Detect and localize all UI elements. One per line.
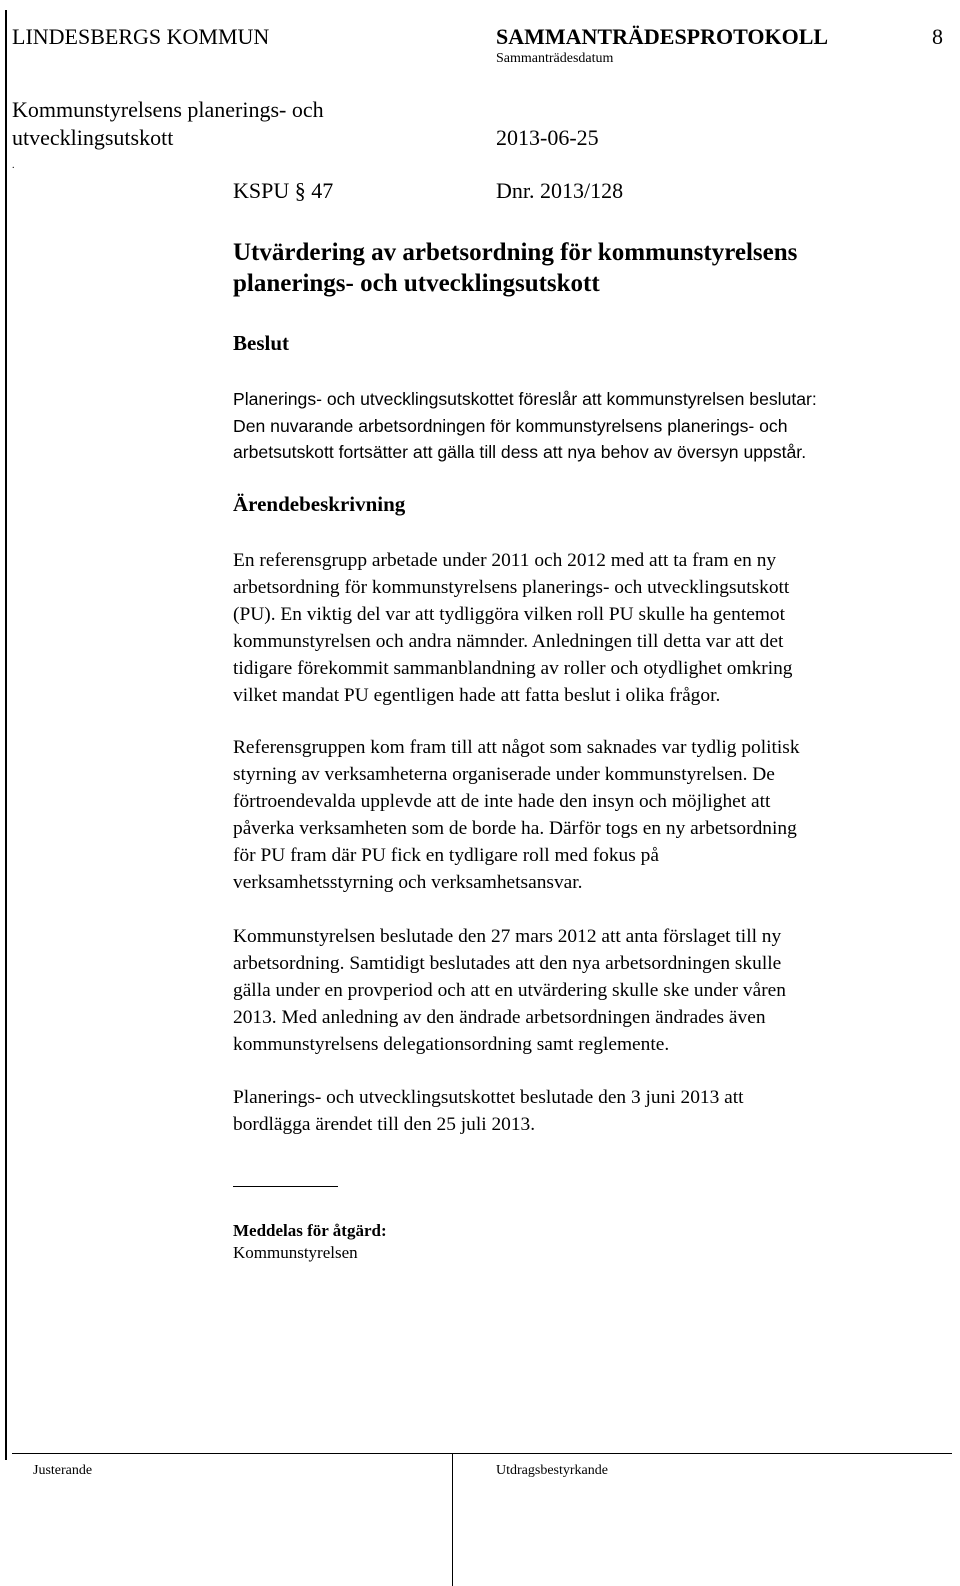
text-line: Den nuvarande arbetsordningen för kommunstyrelsens planerings- och (233, 415, 788, 436)
text-line: arbetsordning. Samtidigt beslutades att den nya arbetsordningen skulle (233, 953, 782, 974)
text-line: 2013. Med anledning av den ändrade arbetsordningen ändrades även (233, 1007, 766, 1028)
paragraph (233, 734, 948, 896)
text-line: Planerings- och utvecklingsutskottet föreslår att kommunstyrelsen beslutar: (233, 389, 817, 409)
text-line: gälla under en provperiod och att en utvärdering skulle ske under våren (233, 980, 786, 1001)
left-margin-rule (5, 10, 7, 1460)
paragraph (233, 923, 948, 1058)
text-line: påverka verksamheten som de borde ha. Därför togs en ny arbetsordning (233, 818, 797, 839)
separator-rule (233, 1186, 338, 1187)
text-line: för PU fram där PU fick en tydligare roll med fokus på (233, 845, 659, 866)
text-line: arbetsutskott fortsätter att gälla till dess att nya behov av översyn uppstår. (233, 442, 807, 462)
footer-divider (452, 1453, 453, 1586)
committee-name-line2: utvecklingsutskott (12, 125, 174, 150)
document-type: SAMMANTRÄDESPROTOKOLL (496, 24, 829, 49)
beslut-heading: Beslut (233, 331, 290, 355)
case-dnr: Dnr. 2013/128 (496, 178, 624, 203)
text-line: verksamhetsstyrning och verksamhetsansvar. (233, 872, 583, 893)
text-line: styrning av verksamheterna organiserade under kommunstyrelsen. De (233, 764, 775, 785)
text-line: arbetsordning för kommunstyrelsens planerings- och utvecklingsutskott (233, 577, 790, 598)
footer-rule (12, 1453, 952, 1454)
text-line: Referensgruppen kom fram till att något som saknades var tydlig politisk (233, 737, 800, 758)
text-line: (PU). En viktig del var att tydliggöra vilken roll PU skulle ha gentemot (233, 604, 785, 625)
text-line: bordlägga ärendet till den 25 juli 2013. (233, 1114, 536, 1135)
text-line: En referensgrupp arbetade under 2011 och 2012 med att ta fram en ny (233, 550, 777, 571)
notification-recipient: Kommunstyrelsen (233, 1243, 358, 1262)
title-line: Utvärdering av arbetsordning för kommunstyrelsens (233, 239, 798, 266)
text-line: vilket mandat PU egentligen hade att fatta beslut i olika frågor. (233, 685, 721, 706)
committee-name-line1: Kommunstyrelsens planerings- och (12, 97, 324, 122)
paragraph (233, 547, 948, 709)
text-line: kommunstyrelsens delegationsordning samt reglemente. (233, 1034, 670, 1055)
text-line: kommunstyrelsen och andra nämnder. Anledningen till detta var att det (233, 631, 784, 652)
date-label: Sammanträdesdatum (496, 51, 614, 66)
notification-label: Meddelas för åtgärd: (233, 1221, 387, 1240)
document-title (233, 237, 933, 299)
text-line: förtroendevalda upplevde att de inte hade den insyn och möjlighet att (233, 791, 771, 812)
text-line: Kommunstyrelsen beslutade den 27 mars 2012 att anta förslaget till ny (233, 926, 782, 947)
beslut-text (233, 386, 948, 466)
text-line: tidigare förekommit sammanblandning av roller och otydlighet omkring (233, 658, 793, 679)
municipality-name: LINDESBERGS KOMMUN (12, 24, 270, 49)
title-line: planerings- och utvecklingsutskott (233, 270, 600, 297)
meeting-date: 2013-06-25 (496, 125, 599, 150)
text-line: Planerings- och utvecklingsutskottet beslutade den 3 juni 2013 att (233, 1087, 744, 1108)
arendebeskrivning-heading: Ärendebeskrivning (233, 492, 406, 516)
case-section: KSPU § 47 (233, 178, 334, 203)
paragraph (233, 1084, 948, 1138)
stray-mark: . (12, 160, 15, 171)
page-number: 8 (932, 24, 943, 49)
footer-utdragsbestyrkande-label: Utdragsbestyrkande (496, 1463, 608, 1478)
footer-justerande-label: Justerande (33, 1463, 93, 1478)
